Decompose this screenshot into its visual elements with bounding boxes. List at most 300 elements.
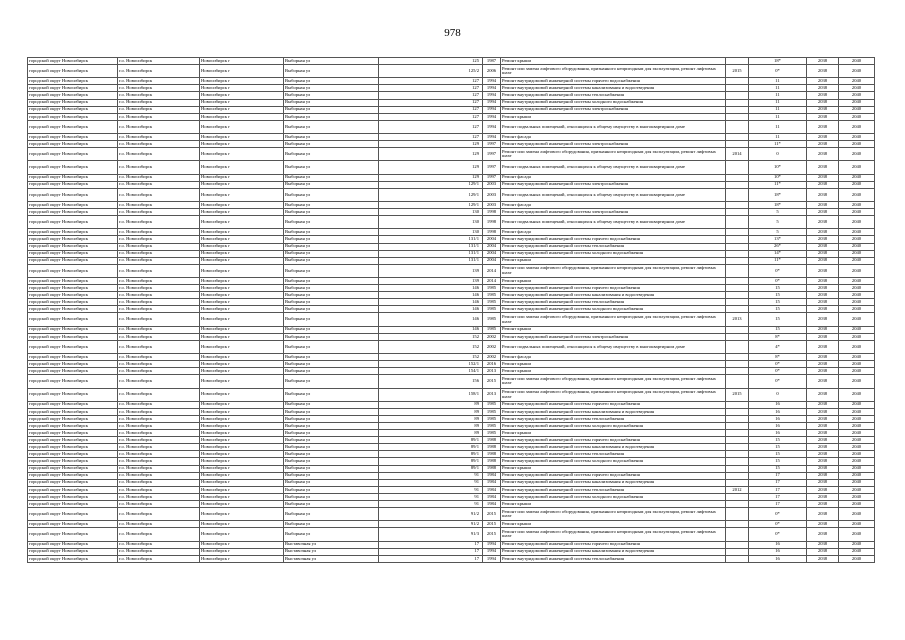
district-cell: городской округ Новосибирск	[28, 65, 118, 78]
built-year-cell: 1988	[483, 437, 501, 444]
district-cell: городской округ Новосибирск	[28, 326, 118, 333]
start-year-cell: 2038	[807, 299, 839, 306]
district-cell: городской округ Новосибирск	[28, 78, 118, 85]
built-year-cell: 1988	[483, 458, 501, 465]
period-cell: 16	[749, 401, 807, 408]
work-type-cell: Ремонт внутридомовой инженерной системы канализования и водоотведения	[501, 444, 726, 451]
built-year-cell: 1994	[483, 113, 501, 120]
end-year-cell: 2040	[839, 361, 875, 368]
table-row	[28, 236, 875, 243]
end-year-cell: 2040	[839, 161, 875, 174]
district-cell: городской округ Новосибирск	[28, 368, 118, 375]
work-type-cell: Ремонт или замена лифтового оборудования, признанного непригодным для эксплуатации, ремонт лифтовых шахт	[501, 264, 726, 277]
done-year-cell	[726, 479, 749, 486]
city-cell: Новосибирск г	[200, 479, 284, 486]
table-row	[28, 306, 875, 313]
end-year-cell: 2040	[839, 465, 875, 472]
city-cell: Новосибирск г	[200, 306, 284, 313]
street-cell: Выборная ул	[284, 368, 379, 375]
end-year-cell: 2040	[839, 493, 875, 500]
done-year-cell	[726, 85, 749, 92]
house-number-cell: 130	[379, 216, 483, 229]
end-year-cell: 2040	[839, 508, 875, 521]
table-row	[28, 174, 875, 181]
street-cell: Выборная ул	[284, 134, 379, 141]
district-cell: городской округ Новосибирск	[28, 333, 118, 340]
municipality-cell: г.о. Новосибирск	[118, 361, 200, 368]
period-cell: 5	[749, 229, 807, 236]
table-row	[28, 458, 875, 465]
work-type-cell: Ремонт или замена лифтового оборудования, признанного непригодным для эксплуатации, ремонт лифтовых шахт	[501, 65, 726, 78]
table-row	[28, 250, 875, 257]
period-cell: 16	[749, 422, 807, 429]
start-year-cell: 2038	[807, 340, 839, 353]
start-year-cell: 2038	[807, 326, 839, 333]
house-number-cell: 91/3	[379, 528, 483, 541]
table-row	[28, 292, 875, 299]
work-type-cell: Ремонт подвальных помещений, относящихся к общему имуществу в многоквартирном доме	[501, 188, 726, 201]
table-row	[28, 65, 875, 78]
period-cell: 10*	[749, 161, 807, 174]
end-year-cell: 2040	[839, 472, 875, 479]
period-cell: 11	[749, 120, 807, 133]
built-year-cell: 2004	[483, 236, 501, 243]
street-cell: Выборная ул	[284, 257, 379, 264]
street-cell: Выборная ул	[284, 278, 379, 285]
municipality-cell: г.о. Новосибирск	[118, 401, 200, 408]
house-number-cell: 127	[379, 120, 483, 133]
built-year-cell: 1994	[483, 548, 501, 555]
table-row	[28, 201, 875, 208]
done-year-cell	[726, 472, 749, 479]
end-year-cell: 2040	[839, 181, 875, 188]
house-number-cell: 91	[379, 479, 483, 486]
start-year-cell: 2038	[807, 437, 839, 444]
done-year-cell	[726, 285, 749, 292]
table-row	[28, 99, 875, 106]
street-cell: Выборная ул	[284, 508, 379, 521]
street-cell: Выборная ул	[284, 401, 379, 408]
district-cell: городской округ Новосибирск	[28, 508, 118, 521]
built-year-cell: 2013	[483, 388, 501, 401]
period-cell: 8*	[749, 354, 807, 361]
district-cell: городской округ Новосибирск	[28, 148, 118, 161]
house-number-cell: 152	[379, 333, 483, 340]
city-cell: Новосибирск г	[200, 528, 284, 541]
street-cell: Выборная ул	[284, 528, 379, 541]
work-type-cell: Ремонт внутридомовой инженерной системы электроснабжения	[501, 181, 726, 188]
period-cell: 0	[749, 148, 807, 161]
built-year-cell: 1998	[483, 229, 501, 236]
district-cell: городской округ Новосибирск	[28, 113, 118, 120]
end-year-cell: 2040	[839, 285, 875, 292]
work-type-cell: Ремонт внутридомовой инженерной системы канализования и водоотведения	[501, 479, 726, 486]
municipality-cell: г.о. Новосибирск	[118, 161, 200, 174]
built-year-cell: 1988	[483, 451, 501, 458]
street-cell: Выборная ул	[284, 292, 379, 299]
done-year-cell	[726, 216, 749, 229]
city-cell: Новосибирск г	[200, 92, 284, 99]
built-year-cell: 1994	[483, 92, 501, 99]
work-type-cell: Ремонт фасада	[501, 174, 726, 181]
work-type-cell: Ремонт внутридомовой инженерной системы горячего водоснабжения	[501, 285, 726, 292]
built-year-cell: 1985	[483, 313, 501, 326]
period-cell: 18*	[749, 201, 807, 208]
district-cell: городской округ Новосибирск	[28, 541, 118, 548]
municipality-cell: г.о. Новосибирск	[118, 451, 200, 458]
street-cell: Выборная ул	[284, 181, 379, 188]
period-cell: 15	[749, 292, 807, 299]
period-cell: 11	[749, 99, 807, 106]
table-row	[28, 106, 875, 113]
table-row	[28, 313, 875, 326]
municipality-cell: г.о. Новосибирск	[118, 85, 200, 92]
city-cell: Новосибирск г	[200, 201, 284, 208]
period-cell: 15	[749, 306, 807, 313]
table-row	[28, 264, 875, 277]
start-year-cell: 2038	[807, 313, 839, 326]
period-cell: 18*	[749, 188, 807, 201]
municipality-cell: г.о. Новосибирск	[118, 501, 200, 508]
start-year-cell: 2038	[807, 257, 839, 264]
work-type-cell: Ремонт внутридомовой инженерной системы холодного водоснабжения	[501, 422, 726, 429]
district-cell: городской округ Новосибирск	[28, 106, 118, 113]
municipality-cell: г.о. Новосибирск	[118, 148, 200, 161]
period-cell: 15	[749, 326, 807, 333]
built-year-cell: 2015	[483, 521, 501, 528]
done-year-cell	[726, 78, 749, 85]
built-year-cell: 1985	[483, 430, 501, 437]
city-cell: Новосибирск г	[200, 264, 284, 277]
done-year-cell	[726, 528, 749, 541]
start-year-cell: 2038	[807, 401, 839, 408]
municipality-cell: г.о. Новосибирск	[118, 340, 200, 353]
done-year-cell	[726, 250, 749, 257]
municipality-cell: г.о. Новосибирск	[118, 65, 200, 78]
municipality-cell: г.о. Новосибирск	[118, 444, 200, 451]
house-number-cell: 146	[379, 292, 483, 299]
house-number-cell: 89/1	[379, 444, 483, 451]
done-year-cell	[726, 521, 749, 528]
street-cell: Выборная ул	[284, 375, 379, 388]
street-cell: Выставочная ул	[284, 541, 379, 548]
district-cell: городской округ Новосибирск	[28, 528, 118, 541]
work-type-cell: Ремонт внутридомовой инженерной системы горячего водоснабжения	[501, 472, 726, 479]
start-year-cell: 2038	[807, 229, 839, 236]
built-year-cell: 1994	[483, 120, 501, 133]
start-year-cell: 2038	[807, 555, 839, 562]
end-year-cell: 2040	[839, 354, 875, 361]
city-cell: Новосибирск г	[200, 181, 284, 188]
period-cell: 15	[749, 299, 807, 306]
built-year-cell: 2013	[483, 368, 501, 375]
done-year-cell	[726, 401, 749, 408]
work-type-cell: Ремонт или замена лифтового оборудования, признанного непригодным для эксплуатации, ремонт лифтовых шахт	[501, 148, 726, 161]
city-cell: Новосибирск г	[200, 361, 284, 368]
street-cell: Выборная ул	[284, 472, 379, 479]
end-year-cell: 2040	[839, 408, 875, 415]
built-year-cell: 1994	[483, 134, 501, 141]
house-number-cell: 91	[379, 493, 483, 500]
period-cell: 15	[749, 458, 807, 465]
start-year-cell: 2038	[807, 236, 839, 243]
city-cell: Новосибирск г	[200, 161, 284, 174]
done-year-cell	[726, 278, 749, 285]
work-type-cell: Ремонт крыши	[501, 326, 726, 333]
done-year-cell	[726, 188, 749, 201]
work-type-cell: Ремонт внутридомовой инженерной системы электроснабжения	[501, 141, 726, 148]
period-cell: 16	[749, 555, 807, 562]
municipality-cell: г.о. Новосибирск	[118, 521, 200, 528]
built-year-cell: 1994	[483, 541, 501, 548]
street-cell: Выборная ул	[284, 236, 379, 243]
district-cell: городской округ Новосибирск	[28, 120, 118, 133]
street-cell: Выборная ул	[284, 326, 379, 333]
start-year-cell: 2038	[807, 388, 839, 401]
table-row	[28, 141, 875, 148]
built-year-cell: 1997	[483, 161, 501, 174]
period-cell: 5	[749, 216, 807, 229]
end-year-cell: 2040	[839, 486, 875, 493]
district-cell: городской округ Новосибирск	[28, 313, 118, 326]
done-year-cell	[726, 508, 749, 521]
period-cell: 4*	[749, 340, 807, 353]
end-year-cell: 2040	[839, 257, 875, 264]
done-year-cell	[726, 493, 749, 500]
municipality-cell: г.о. Новосибирск	[118, 306, 200, 313]
municipality-cell: г.о. Новосибирск	[118, 408, 200, 415]
municipality-cell: г.о. Новосибирск	[118, 292, 200, 299]
built-year-cell: 2003	[483, 188, 501, 201]
start-year-cell: 2038	[807, 201, 839, 208]
district-cell: городской округ Новосибирск	[28, 375, 118, 388]
house-number-cell: 127	[379, 78, 483, 85]
end-year-cell: 2040	[839, 313, 875, 326]
street-cell: Выборная ул	[284, 465, 379, 472]
street-cell: Выборная ул	[284, 209, 379, 216]
done-year-cell	[726, 408, 749, 415]
period-cell: 0*	[749, 528, 807, 541]
city-cell: Новосибирск г	[200, 216, 284, 229]
start-year-cell: 2038	[807, 181, 839, 188]
district-cell: городской округ Новосибирск	[28, 388, 118, 401]
district-cell: городской округ Новосибирск	[28, 354, 118, 361]
city-cell: Новосибирск г	[200, 292, 284, 299]
street-cell: Выборная ул	[284, 78, 379, 85]
municipality-cell: г.о. Новосибирск	[118, 216, 200, 229]
built-year-cell: 2014	[483, 278, 501, 285]
start-year-cell: 2038	[807, 113, 839, 120]
start-year-cell: 2038	[807, 368, 839, 375]
table-row	[28, 85, 875, 92]
end-year-cell: 2040	[839, 501, 875, 508]
municipality-cell: г.о. Новосибирск	[118, 174, 200, 181]
house-number-cell: 89/1	[379, 451, 483, 458]
table-row	[28, 430, 875, 437]
page-number: 978	[444, 27, 461, 39]
house-number-cell: 131/1	[379, 257, 483, 264]
table-row	[28, 479, 875, 486]
built-year-cell: 2003	[483, 181, 501, 188]
period-cell: 11*	[749, 257, 807, 264]
house-number-cell: 91	[379, 472, 483, 479]
period-cell: 11*	[749, 181, 807, 188]
built-year-cell: 1994	[483, 99, 501, 106]
city-cell: Новосибирск г	[200, 141, 284, 148]
done-year-cell	[726, 92, 749, 99]
house-number-cell: 127	[379, 85, 483, 92]
city-cell: Новосибирск г	[200, 401, 284, 408]
district-cell: городской округ Новосибирск	[28, 501, 118, 508]
city-cell: Новосибирск г	[200, 243, 284, 250]
done-year-cell	[726, 555, 749, 562]
district-cell: городской округ Новосибирск	[28, 340, 118, 353]
district-cell: городской округ Новосибирск	[28, 472, 118, 479]
municipality-cell: г.о. Новосибирск	[118, 92, 200, 99]
start-year-cell: 2038	[807, 521, 839, 528]
end-year-cell: 2040	[839, 65, 875, 78]
built-year-cell: 2004	[483, 250, 501, 257]
city-cell: Новосибирск г	[200, 458, 284, 465]
table-row	[28, 493, 875, 500]
house-number-cell: 127	[379, 92, 483, 99]
end-year-cell: 2040	[839, 141, 875, 148]
done-year-cell: 2013	[726, 313, 749, 326]
municipality-cell: г.о. Новосибирск	[118, 285, 200, 292]
house-number-cell: 131/1	[379, 250, 483, 257]
work-type-cell: Ремонт внутридомовой инженерной системы электроснабжения	[501, 106, 726, 113]
street-cell: Выборная ул	[284, 148, 379, 161]
done-year-cell: 2012	[726, 486, 749, 493]
municipality-cell: г.о. Новосибирск	[118, 486, 200, 493]
table-row	[28, 243, 875, 250]
table-row	[28, 444, 875, 451]
city-cell: Новосибирск г	[200, 209, 284, 216]
done-year-cell	[726, 209, 749, 216]
street-cell: Выборная ул	[284, 285, 379, 292]
end-year-cell: 2040	[839, 521, 875, 528]
district-cell: городской округ Новосибирск	[28, 161, 118, 174]
work-type-cell: Ремонт внутридомовой инженерной системы канализования и водоотведения	[501, 408, 726, 415]
start-year-cell: 2038	[807, 486, 839, 493]
district-cell: городской округ Новосибирск	[28, 415, 118, 422]
start-year-cell: 2038	[807, 278, 839, 285]
work-type-cell: Ремонт внутридомовой инженерной системы горячего водоснабжения	[501, 236, 726, 243]
district-cell: городской округ Новосибирск	[28, 548, 118, 555]
work-type-cell: Ремонт крыши	[501, 501, 726, 508]
done-year-cell	[726, 333, 749, 340]
table-row	[28, 521, 875, 528]
district-cell: городской округ Новосибирск	[28, 521, 118, 528]
table-row	[28, 354, 875, 361]
city-cell: Новосибирск г	[200, 548, 284, 555]
start-year-cell: 2038	[807, 354, 839, 361]
city-cell: Новосибирск г	[200, 120, 284, 133]
house-number-cell: 129/1	[379, 188, 483, 201]
end-year-cell: 2040	[839, 201, 875, 208]
municipality-cell: г.о. Новосибирск	[118, 354, 200, 361]
street-cell: Выборная ул	[284, 306, 379, 313]
done-year-cell	[726, 134, 749, 141]
start-year-cell: 2038	[807, 528, 839, 541]
work-type-cell: Ремонт внутридомовой инженерной системы холодного водоснабжения	[501, 458, 726, 465]
period-cell: 15	[749, 451, 807, 458]
street-cell: Выборная ул	[284, 521, 379, 528]
period-cell: 16	[749, 408, 807, 415]
work-type-cell: Ремонт крыши	[501, 257, 726, 264]
street-cell: Выборная ул	[284, 415, 379, 422]
work-type-cell: Ремонт внутридомовой инженерной системы теплоснабжения	[501, 243, 726, 250]
district-cell: городской округ Новосибирск	[28, 229, 118, 236]
built-year-cell: 1997	[483, 174, 501, 181]
built-year-cell: 1984	[483, 493, 501, 500]
municipality-cell: г.о. Новосибирск	[118, 78, 200, 85]
district-cell: городской округ Новосибирск	[28, 401, 118, 408]
built-year-cell: 2002	[483, 333, 501, 340]
house-number-cell: 89	[379, 401, 483, 408]
done-year-cell	[726, 99, 749, 106]
built-year-cell: 1997	[483, 141, 501, 148]
period-cell: 0*	[749, 508, 807, 521]
street-cell: Выборная ул	[284, 422, 379, 429]
city-cell: Новосибирск г	[200, 422, 284, 429]
built-year-cell: 1997	[483, 148, 501, 161]
period-cell: 0*	[749, 521, 807, 528]
built-year-cell: 1994	[483, 106, 501, 113]
district-cell: городской округ Новосибирск	[28, 278, 118, 285]
district-cell: городской округ Новосибирск	[28, 257, 118, 264]
end-year-cell: 2040	[839, 113, 875, 120]
built-year-cell: 1985	[483, 415, 501, 422]
municipality-cell: г.о. Новосибирск	[118, 209, 200, 216]
municipality-cell: г.о. Новосибирск	[118, 465, 200, 472]
city-cell: Новосибирск г	[200, 541, 284, 548]
street-cell: Выборная ул	[284, 486, 379, 493]
house-number-cell: 127	[379, 106, 483, 113]
period-cell: 10*	[749, 174, 807, 181]
done-year-cell	[726, 141, 749, 148]
municipality-cell: г.о. Новосибирск	[118, 278, 200, 285]
built-year-cell: 2003	[483, 201, 501, 208]
start-year-cell: 2038	[807, 306, 839, 313]
district-cell: городской округ Новосибирск	[28, 209, 118, 216]
house-number-cell: 146	[379, 285, 483, 292]
done-year-cell: 2015	[726, 65, 749, 78]
table-row	[28, 161, 875, 174]
house-number-cell: 129/1	[379, 181, 483, 188]
table-row	[28, 422, 875, 429]
table-row	[28, 368, 875, 375]
work-type-cell: Ремонт внутридомовой инженерной системы холодного водоснабжения	[501, 250, 726, 257]
city-cell: Новосибирск г	[200, 444, 284, 451]
district-cell: городской округ Новосибирск	[28, 479, 118, 486]
municipality-cell: г.о. Новосибирск	[118, 422, 200, 429]
house-number-cell: 127	[379, 99, 483, 106]
district-cell: городской округ Новосибирск	[28, 555, 118, 562]
done-year-cell	[726, 451, 749, 458]
city-cell: Новосибирск г	[200, 106, 284, 113]
municipality-cell: г.о. Новосибирск	[118, 326, 200, 333]
house-number-cell: 146	[379, 313, 483, 326]
built-year-cell: 2002	[483, 340, 501, 353]
table-row	[28, 278, 875, 285]
end-year-cell: 2040	[839, 541, 875, 548]
house-number-cell: 91	[379, 501, 483, 508]
done-year-cell: 2015	[726, 388, 749, 401]
done-year-cell	[726, 501, 749, 508]
done-year-cell	[726, 106, 749, 113]
start-year-cell: 2038	[807, 161, 839, 174]
